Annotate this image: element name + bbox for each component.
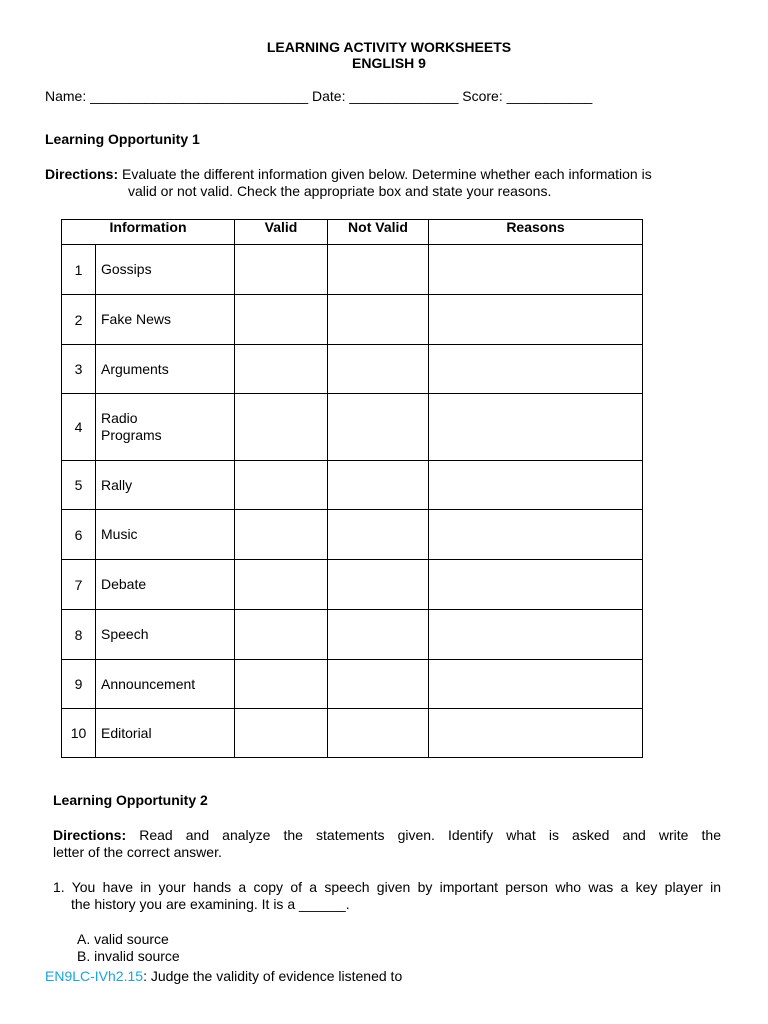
row-number: 1 [62, 245, 96, 295]
row-information: Speech [96, 610, 235, 660]
table-row [62, 245, 643, 295]
column-header-information: Information [62, 220, 235, 245]
row-number: 6 [62, 510, 96, 560]
table-row [62, 345, 643, 394]
directions-label: Directions: [53, 827, 127, 843]
table-row [62, 295, 643, 345]
reasons-cell[interactable] [429, 610, 643, 660]
row-number: 8 [62, 610, 96, 660]
row-information: Announcement [96, 660, 235, 709]
question-1-line2: the history you are examining. It is a ______. [71, 896, 350, 912]
table-row [62, 709, 643, 758]
competency-code: EN9LC-IVh2.15 [45, 968, 144, 984]
not-valid-cell[interactable] [328, 660, 429, 709]
reasons-cell[interactable] [429, 461, 643, 510]
not-valid-cell[interactable] [328, 560, 429, 610]
row-information-line2: Programs [101, 427, 162, 443]
valid-cell[interactable] [235, 245, 328, 295]
reasons-cell[interactable] [429, 394, 643, 461]
not-valid-cell[interactable] [328, 461, 429, 510]
table-row [62, 510, 643, 560]
valid-cell[interactable] [235, 461, 328, 510]
column-header-not-valid: Not Valid [328, 220, 429, 245]
footer-competency [45, 968, 402, 984]
section2-directions [53, 827, 721, 843]
reasons-cell[interactable] [429, 345, 643, 394]
table-row [62, 560, 643, 610]
option-a[interactable]: A. valid source [77, 931, 169, 947]
section2-heading: Learning Opportunity 2 [53, 792, 208, 808]
not-valid-cell[interactable] [328, 394, 429, 461]
directions-text-line2: valid or not valid. Check the appropriate box and state your reasons. [128, 183, 552, 199]
row-information: Music [96, 510, 235, 560]
reasons-cell[interactable] [429, 245, 643, 295]
section1-heading: Learning Opportunity 1 [45, 131, 200, 147]
row-number: 2 [62, 295, 96, 345]
not-valid-cell[interactable] [328, 345, 429, 394]
validity-table [61, 219, 643, 758]
row-information: Rally [96, 461, 235, 510]
row-number: 7 [62, 560, 96, 610]
row-information [96, 394, 235, 461]
row-number: 9 [62, 660, 96, 709]
valid-cell[interactable] [235, 394, 328, 461]
row-information-line1: Radio [101, 410, 138, 426]
competency-text: : Judge the validity of evidence listened to [143, 968, 403, 984]
not-valid-cell[interactable] [328, 610, 429, 660]
row-information: Fake News [96, 295, 235, 345]
row-number: 3 [62, 345, 96, 394]
row-information: Editorial [96, 709, 235, 758]
reasons-cell[interactable] [429, 660, 643, 709]
row-number: 4 [62, 394, 96, 461]
not-valid-cell[interactable] [328, 245, 429, 295]
row-number: 10 [62, 709, 96, 758]
table-header-row [62, 220, 643, 245]
directions-text-line1: Evaluate the different information given below. Determine whether each information is [122, 166, 652, 182]
option-b[interactable]: B. invalid source [77, 948, 180, 964]
directions-text-line1: Read and analyze the statements given. Identify what is asked and write the [139, 827, 721, 843]
directions-text-line2: letter of the correct answer. [53, 844, 222, 860]
row-information: Gossips [96, 245, 235, 295]
valid-cell[interactable] [235, 295, 328, 345]
not-valid-cell[interactable] [328, 295, 429, 345]
table-row [62, 610, 643, 660]
valid-cell[interactable] [235, 560, 328, 610]
question-1-line1: 1. You have in your hands a copy of a speech given by important person who was a key player in [53, 879, 721, 895]
name-date-score-line[interactable]: Name: ____________________________ Date: ______________ Score: ___________ [45, 88, 593, 104]
reasons-cell[interactable] [429, 709, 643, 758]
valid-cell[interactable] [235, 345, 328, 394]
row-number: 5 [62, 461, 96, 510]
not-valid-cell[interactable] [328, 709, 429, 758]
reasons-cell[interactable] [429, 560, 643, 610]
worksheet-subtitle: ENGLISH 9 [352, 55, 426, 71]
valid-cell[interactable] [235, 610, 328, 660]
directions-label: Directions: [45, 166, 119, 182]
worksheet-title: LEARNING ACTIVITY WORKSHEETS [266, 39, 512, 55]
section1-directions [45, 166, 652, 182]
not-valid-cell[interactable] [328, 510, 429, 560]
column-header-reasons: Reasons [429, 220, 643, 245]
valid-cell[interactable] [235, 510, 328, 560]
reasons-cell[interactable] [429, 510, 643, 560]
column-header-valid: Valid [235, 220, 328, 245]
valid-cell[interactable] [235, 660, 328, 709]
reasons-cell[interactable] [429, 295, 643, 345]
table-row [62, 461, 643, 510]
valid-cell[interactable] [235, 709, 328, 758]
table-row [62, 660, 643, 709]
row-information: Debate [96, 560, 235, 610]
row-information: Arguments [96, 345, 235, 394]
table-row [62, 394, 643, 461]
